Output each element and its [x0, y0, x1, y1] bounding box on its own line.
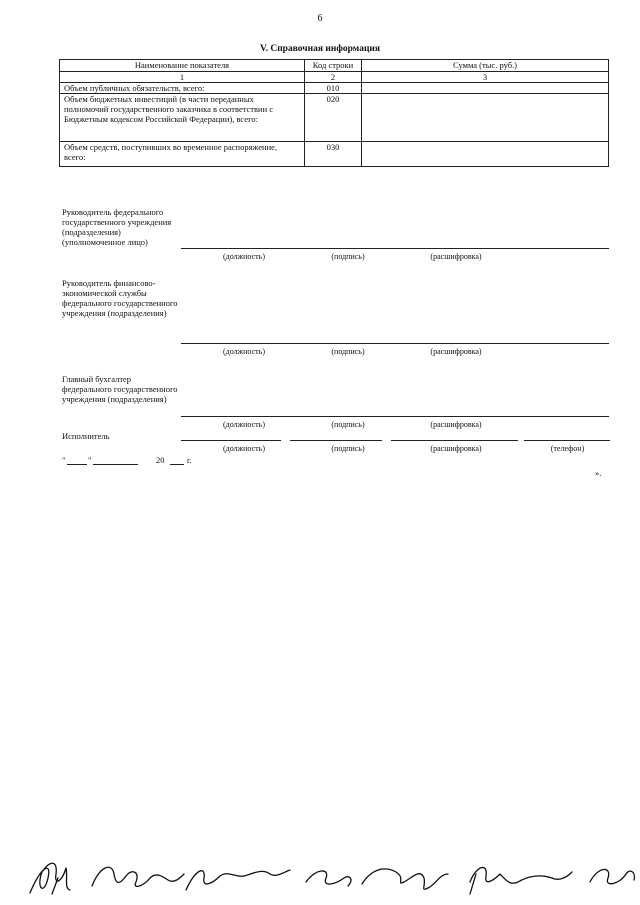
col-number: 1 — [60, 72, 305, 83]
table-row — [60, 142, 609, 167]
closing-mark: ». — [595, 468, 602, 478]
header-sum: Сумма (тыс. руб.) — [362, 60, 609, 72]
caption-phone: (телефон) — [550, 444, 585, 453]
date-month-line — [93, 464, 138, 465]
caption-signature: (подпись) — [331, 347, 365, 356]
caption-position: (должность) — [223, 347, 265, 356]
row-sum — [362, 83, 609, 94]
caption-signature: (подпись) — [331, 252, 365, 261]
page-number: 6 — [317, 13, 323, 24]
caption-decoding: (расшифровка) — [430, 420, 482, 429]
caption-position: (должность) — [223, 252, 265, 261]
row-code: 020 — [305, 94, 362, 142]
header-indicator: Наименование показателя — [60, 60, 305, 72]
col-number: 2 — [305, 72, 362, 83]
section-title: V. Справочная информация — [259, 44, 381, 54]
row-name: Объем средств, поступивших во временное распоряжение, всего: — [60, 142, 305, 167]
caption-position: (должность) — [223, 420, 265, 429]
row-sum — [362, 94, 609, 142]
row-code: 010 — [305, 83, 362, 94]
caption-decoding: (расшифровка) — [430, 444, 482, 453]
signature-label-head: Руководитель федерального государственного учреждения (подразделения) (уполномоченное лицо) — [62, 207, 172, 247]
handwritten-signatures — [0, 838, 640, 905]
caption-signature: (подпись) — [331, 444, 365, 453]
signature-line — [181, 440, 281, 441]
table-header-row — [60, 60, 609, 72]
caption-position: (должность) — [223, 444, 265, 453]
signature-line — [181, 343, 609, 344]
header-code: Код строки — [305, 60, 362, 72]
signature-line — [524, 440, 610, 441]
signature-line — [181, 248, 609, 249]
date-year-prefix: 20 — [156, 455, 165, 465]
signature-line — [391, 440, 518, 441]
row-name: Объем публичных обязательств, всего: — [60, 83, 305, 94]
date-close-quote: " — [88, 455, 92, 465]
table-row — [60, 83, 609, 94]
table-row — [60, 94, 609, 142]
caption-signature: (подпись) — [331, 420, 365, 429]
date-year-line — [170, 464, 184, 465]
column-number-row — [60, 72, 609, 83]
row-code: 030 — [305, 142, 362, 167]
date-open-quote: " — [62, 455, 66, 465]
caption-decoding: (расшифровка) — [430, 347, 482, 356]
date-year-suffix: г. — [187, 455, 192, 465]
row-name: Объем бюджетных инвестиций (в части переданных полномочий государственного заказчика в соответствии с Бюджетным кодексом Российской Федерации), всего: — [60, 94, 305, 142]
signature-line — [290, 440, 382, 441]
row-sum — [362, 142, 609, 167]
reference-table — [59, 59, 609, 167]
signature-label-accountant: Главный бухгалтер федерального государственного учреждения (подразделения) — [62, 374, 178, 404]
signature-label-executor: Исполнитель — [62, 431, 110, 441]
signature-label-finance: Руководитель финансово-экономической службы федерального государственного учреждения (подразделения) — [62, 278, 178, 318]
date-day-line — [67, 464, 87, 465]
col-number: 3 — [362, 72, 609, 83]
caption-decoding: (расшифровка) — [430, 252, 482, 261]
signature-line — [181, 416, 609, 417]
